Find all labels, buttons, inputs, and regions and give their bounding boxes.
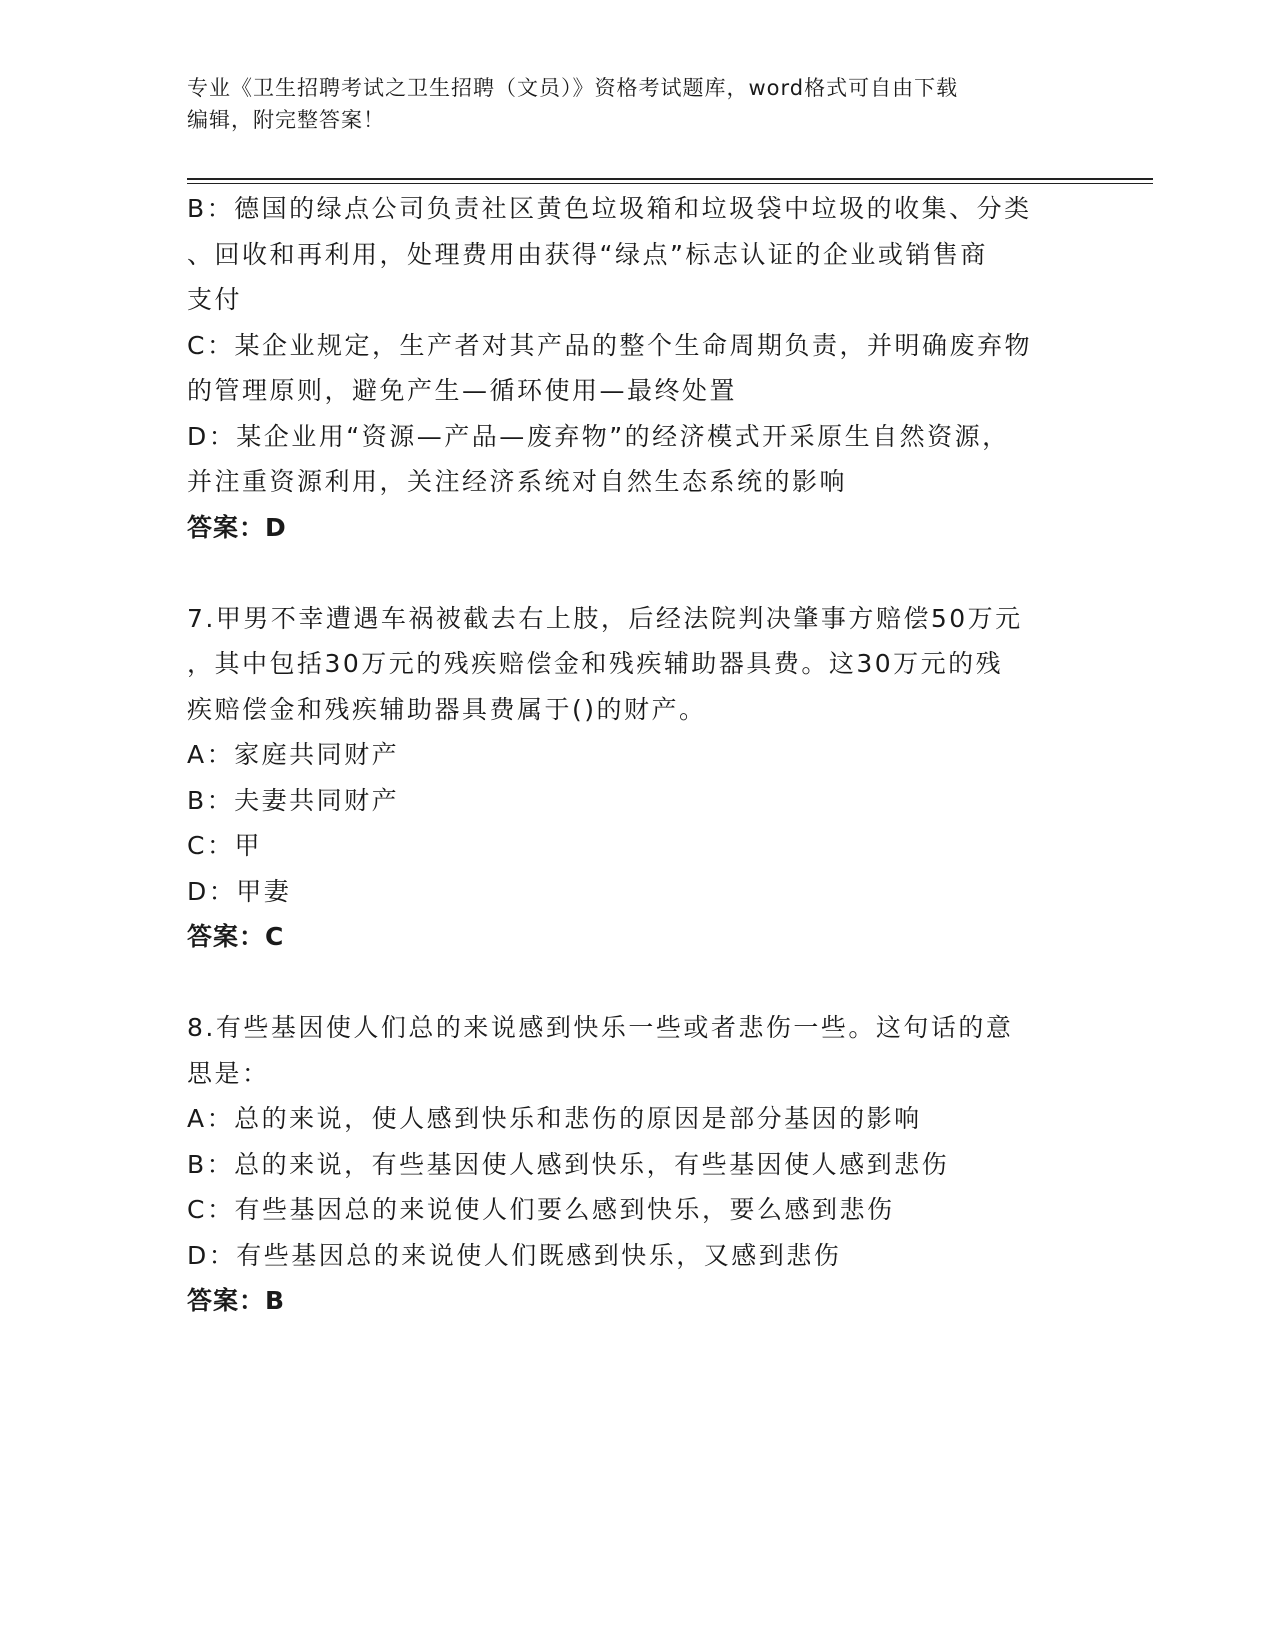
question-8-option-b: B：总的来说，有些基因使人感到快乐，有些基因使人感到悲伤: [187, 1149, 950, 1179]
header-line-2: 编辑，附完整答案！: [187, 108, 385, 132]
prev-question-option-d: [187, 414, 1087, 505]
question-content: [187, 186, 1087, 1324]
question-8-option-a: A：总的来说，使人感到快乐和悲伤的原因是部分基因的影响: [187, 1104, 922, 1133]
prev-question-option-c: [187, 323, 1087, 414]
option-line: 、回收和再利用，处理费用由获得“绿点”标志认证的企业或销售商: [187, 239, 988, 269]
question-7-option-a: A：家庭共同财产: [187, 740, 400, 769]
stem-line: 7.甲男不幸遭遇车祸被截去右上肢，后经法院判决肇事方赔偿50万元: [187, 603, 1023, 633]
question-8-answer: 答案：B: [187, 1286, 286, 1315]
header-line-1: 专业《卫生招聘考试之卫生招聘（文员）》资格考试题库，word格式可自由下载: [187, 76, 959, 100]
option-line: D：某企业用“资源—产品—废弃物”的经济模式开采原生自然资源，: [187, 421, 1010, 451]
option-line: C：某企业规定，生产者对其产品的整个生命周期负责，并明确废弃物: [187, 330, 1032, 360]
question-8-stem: [187, 1005, 1087, 1096]
stem-line: 思是：: [187, 1058, 270, 1088]
document-header: [187, 72, 1087, 136]
question-7-option-c: C：甲: [187, 831, 262, 860]
spacer: [187, 550, 1087, 596]
option-line: B：德国的绿点公司负责社区黄色垃圾箱和垃圾袋中垃圾的收集、分类: [187, 194, 1032, 223]
option-line: 并注重资源利用，关注经济系统对自然生态系统的影响: [187, 467, 848, 496]
question-7-option-d: D：甲妻: [187, 876, 292, 906]
prev-question-answer: 答案：D: [187, 512, 287, 542]
question-7-stem: [187, 596, 1087, 733]
question-7-answer: 答案：C: [187, 922, 285, 951]
prev-question-option-b: [187, 186, 1087, 323]
stem-line: 疾赔偿金和残疾辅助器具费属于()的财产。: [187, 694, 707, 724]
question-8-option-d: D：有些基因总的来说使人们既感到快乐，又感到悲伤: [187, 1240, 842, 1270]
header-divider: [187, 178, 1153, 184]
stem-line: 8.有些基因使人们总的来说感到快乐一些或者悲伤一些。这句话的意: [187, 1013, 1014, 1042]
stem-line: ，其中包括30万元的残疾赔偿金和残疾辅助器具费。这30万元的残: [187, 649, 1004, 678]
option-line: 支付: [187, 285, 243, 314]
question-7-option-b: B：夫妻共同财产: [187, 785, 400, 815]
option-line: 的管理原则，避免产生—循环使用—最终处置: [187, 376, 738, 405]
spacer: [187, 960, 1087, 1006]
question-8-option-c: C：有些基因总的来说使人们要么感到快乐，要么感到悲伤: [187, 1195, 895, 1224]
